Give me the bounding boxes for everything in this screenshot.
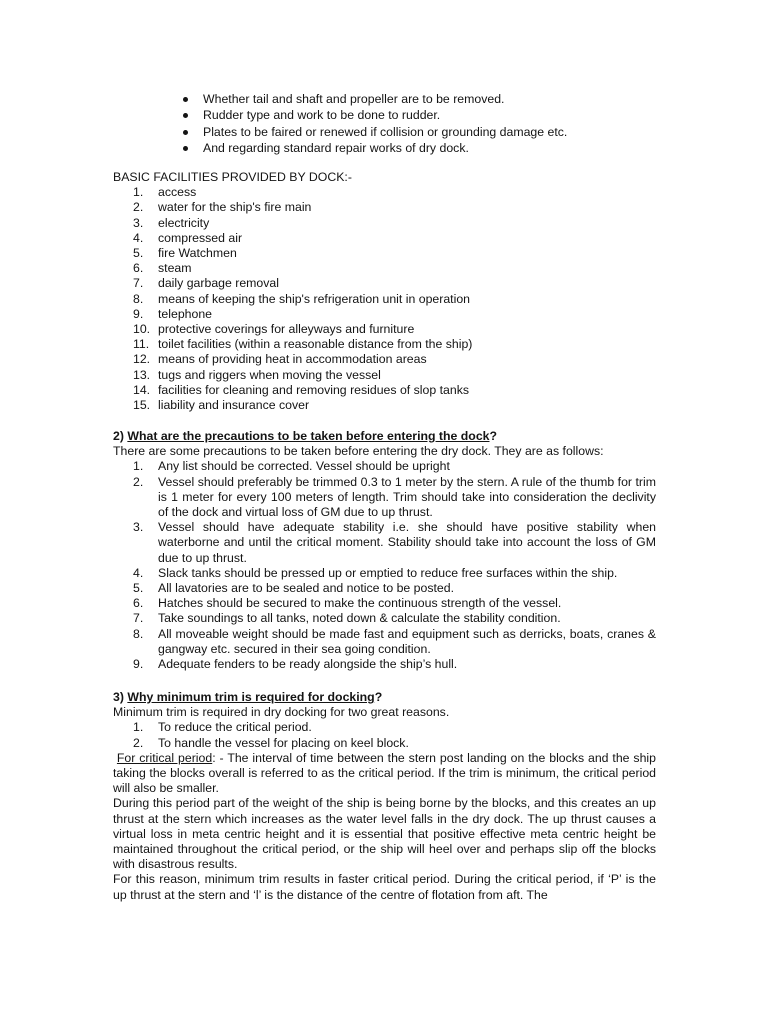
bullet-list bbox=[178, 91, 567, 156]
list-item: 3. Vessel should have adequate stability i.e. she should have positive stability when waterborne and until the critical moment. Stability should take into account the loss of GM due to up thrust. bbox=[133, 520, 656, 565]
list-item: 14. facilities for cleaning and removing residues of slop tanks bbox=[133, 382, 470, 397]
bullet-item: Plates to be faired or renewed if collision or grounding damage etc. bbox=[178, 124, 567, 140]
list-item: 6. Hatches should be secured to make the continuous strength of the vessel. bbox=[133, 596, 562, 611]
list-item: 13. tugs and riggers when moving the vessel bbox=[133, 367, 381, 382]
question-3-section bbox=[113, 690, 656, 903]
list-item: 7. daily garbage removal bbox=[133, 276, 279, 291]
list-item: 9. telephone bbox=[133, 306, 213, 321]
critical-period-paragraph-3: For this reason, minimum trim results in faster critical period. During the critical period, if ‘P’ is the up thrust at the stern and ‘l’ is the distance of the centre of flotation from aft. The bbox=[113, 872, 656, 902]
question-2-intro: There are some precautions to be taken before entering the dry dock. They are as follows: bbox=[113, 444, 604, 459]
list-item: 1. Any list should be corrected. Vessel should be upright bbox=[133, 459, 450, 474]
facilities-heading: BASIC FACILITIES PROVIDED BY DOCK:- bbox=[113, 170, 352, 184]
question-2-heading: 2) What are the precautions to be taken before entering the dock? bbox=[113, 429, 498, 443]
list-item: 10. protective coverings for alleyways and furniture bbox=[133, 322, 415, 337]
question-3-intro: Minimum trim is required in dry docking for two great reasons. bbox=[113, 705, 450, 720]
list-item: 5. All lavatories are to be sealed and notice to be posted. bbox=[133, 581, 455, 596]
list-item: 7. Take soundings to all tanks, noted down & calculate the stability condition. bbox=[133, 611, 561, 626]
bullet-icon bbox=[183, 97, 188, 102]
bullet-item: Whether tail and shaft and propeller are to be removed. bbox=[178, 91, 567, 107]
list-item: 12. means of providing heat in accommodation areas bbox=[133, 352, 427, 367]
precautions-list bbox=[113, 459, 656, 672]
list-item: 8. All moveable weight should be made fast and equipment such as derricks, boats, cranes & gangway etc. secured in their sea going condition. bbox=[133, 626, 656, 656]
bullet-item: Rudder type and work to be done to rudder. bbox=[178, 107, 567, 123]
bullet-icon bbox=[183, 130, 188, 135]
question-2-section bbox=[113, 429, 656, 672]
list-item: 11. toilet facilities (within a reasonable distance from the ship) bbox=[133, 337, 473, 352]
list-item: 9. Adequate fenders to be ready alongside the ship’s hull. bbox=[133, 657, 458, 672]
list-item: 2. Vessel should preferably be trimmed 0.3 to 1 meter by the stern. A rule of the thumb for trim is 1 meter for every 100 meters of length. Trim should take into consideration the declivity of the dock and virtual loss of GM due to up thrust. bbox=[133, 474, 656, 520]
list-item: 4. compressed air bbox=[133, 230, 243, 245]
list-item: 6. steam bbox=[133, 261, 192, 276]
critical-period-paragraph-2: During this period part of the weight of the ship is being borne by the blocks, and this creates an up thrust at the stern which increases as the water level falls in the dry dock. The up thrust causes a virtual loss in meta centric height and it is essential that positive effective meta centric height be maintained throughout the critical period, or the ship will heel over and perhaps slip off the blocks with disastrous results. bbox=[113, 796, 656, 872]
list-item: 2. water for the ship's fire main bbox=[133, 200, 312, 215]
facilities-list bbox=[113, 185, 656, 413]
list-item: 5. fire Watchmen bbox=[133, 246, 237, 261]
list-item: 15. liability and insurance cover bbox=[133, 398, 310, 413]
facilities-section bbox=[113, 170, 656, 413]
list-item: 2. To handle the vessel for placing on keel block. bbox=[133, 735, 409, 750]
bullet-icon bbox=[183, 113, 188, 118]
critical-period-paragraph: For critical period: - The interval of time between the stern post landing on the blocks and the ship taking the blocks overall is referred to as the critical period. If the trim is minimum, the critical period will also be smaller. bbox=[113, 750, 656, 796]
list-item: 8. means of keeping the ship's refrigeration unit in operation bbox=[133, 291, 471, 306]
list-item: 3. electricity bbox=[133, 215, 210, 230]
reasons-list bbox=[113, 720, 656, 750]
question-3-heading: 3) Why minimum trim is required for docking? bbox=[113, 690, 383, 704]
list-item: 1. To reduce the critical period. bbox=[133, 720, 312, 735]
bullet-icon bbox=[183, 146, 188, 151]
list-item: 4. Slack tanks should be pressed up or emptied to reduce free surfaces within the ship. bbox=[133, 565, 618, 580]
bullet-item: And regarding standard repair works of dry dock. bbox=[178, 140, 567, 156]
list-item: 1. access bbox=[133, 185, 197, 200]
